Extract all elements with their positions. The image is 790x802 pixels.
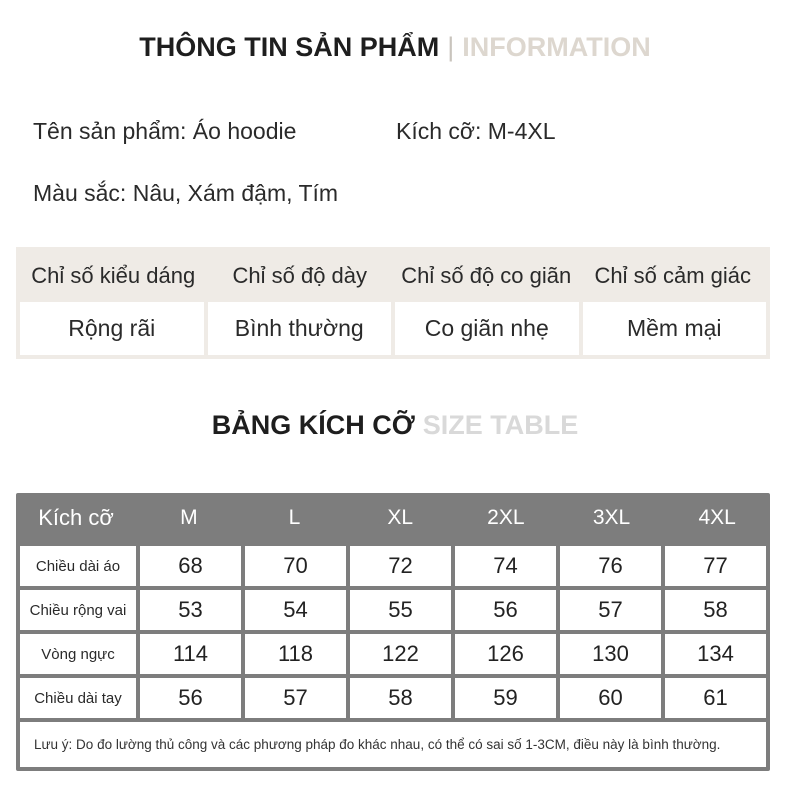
info-title-en: INFORMATION — [462, 32, 651, 62]
table-cell: 126 — [455, 634, 556, 674]
size-col-header: 4XL — [698, 506, 736, 529]
table-cell: 58 — [665, 590, 766, 630]
size-table-header — [16, 493, 770, 543]
table-cell: 134 — [665, 634, 766, 674]
row-label: Chiều dài tay — [20, 678, 136, 718]
table-cell: 57 — [245, 678, 346, 718]
table-cell: 74 — [455, 546, 556, 586]
table-cell: 68 — [140, 546, 241, 586]
table-cell: 54 — [245, 590, 346, 630]
size-section-title — [0, 410, 790, 441]
table-cell: 59 — [455, 678, 556, 718]
index-value-feel: Mềm mại — [583, 302, 767, 355]
table-cell: 122 — [350, 634, 451, 674]
table-cell: 56 — [140, 678, 241, 718]
index-table-values — [20, 302, 766, 355]
index-value-stretch: Co giãn nhẹ — [395, 302, 579, 355]
size-col-header: M — [180, 506, 198, 529]
index-table-header — [20, 253, 766, 299]
product-name: Tên sản phẩm: Áo hoodie — [33, 118, 297, 144]
size-table-body — [20, 546, 766, 722]
table-cell: 77 — [665, 546, 766, 586]
info-section-title — [0, 32, 790, 63]
table-cell: 53 — [140, 590, 241, 630]
table-cell: 55 — [350, 590, 451, 630]
row-label: Vòng ngực — [20, 634, 136, 674]
title-separator: | — [447, 32, 455, 62]
table-cell: 56 — [455, 590, 556, 630]
index-value-fit: Rộng rãi — [20, 302, 204, 355]
size-col-header: 2XL — [487, 506, 525, 529]
size-col-header: XL — [387, 506, 414, 529]
table-cell: 61 — [665, 678, 766, 718]
table-cell: 57 — [560, 590, 661, 630]
table-cell: 70 — [245, 546, 346, 586]
table-cell: 58 — [350, 678, 451, 718]
size-col-header: 3XL — [592, 506, 631, 529]
index-header-feel: Chỉ số cảm giác — [594, 263, 751, 288]
info-title: THÔNG TIN SẢN PHẨM — [139, 32, 440, 62]
size-corner-label: Kích cỡ — [38, 505, 114, 530]
index-header-stretch: Chỉ số độ co giãn — [401, 263, 572, 288]
row-label: Chiều rộng vai — [20, 590, 136, 630]
table-row — [20, 590, 766, 630]
product-colors: Màu sắc: Nâu, Xám đậm, Tím — [33, 180, 339, 206]
index-table — [16, 247, 770, 359]
table-cell: 72 — [350, 546, 451, 586]
table-row — [20, 546, 766, 586]
index-value-thickness: Bình thường — [208, 302, 392, 355]
table-cell: 114 — [140, 634, 241, 674]
index-header-fit: Chỉ số kiểu dáng — [31, 263, 196, 288]
table-cell: 130 — [560, 634, 661, 674]
table-cell: 118 — [245, 634, 346, 674]
size-title: BẢNG KÍCH CỠ — [211, 410, 415, 440]
row-label: Chiều dài áo — [20, 546, 136, 586]
product-sizes: Kích cỡ: M-4XL — [396, 118, 556, 144]
table-row — [20, 678, 766, 718]
measurement-note: Lưu ý: Do đo lường thủ công và các phương pháp đo khác nhau, có thể có sai số 1-3CM, điều này là bình thường. — [20, 722, 766, 767]
size-col-header: L — [288, 506, 301, 529]
size-table — [16, 493, 770, 771]
table-row — [20, 634, 766, 674]
size-title-en: SIZE TABLE — [422, 410, 579, 440]
index-header-thickness: Chỉ số độ dày — [232, 263, 368, 288]
table-cell: 76 — [560, 546, 661, 586]
table-cell: 60 — [560, 678, 661, 718]
